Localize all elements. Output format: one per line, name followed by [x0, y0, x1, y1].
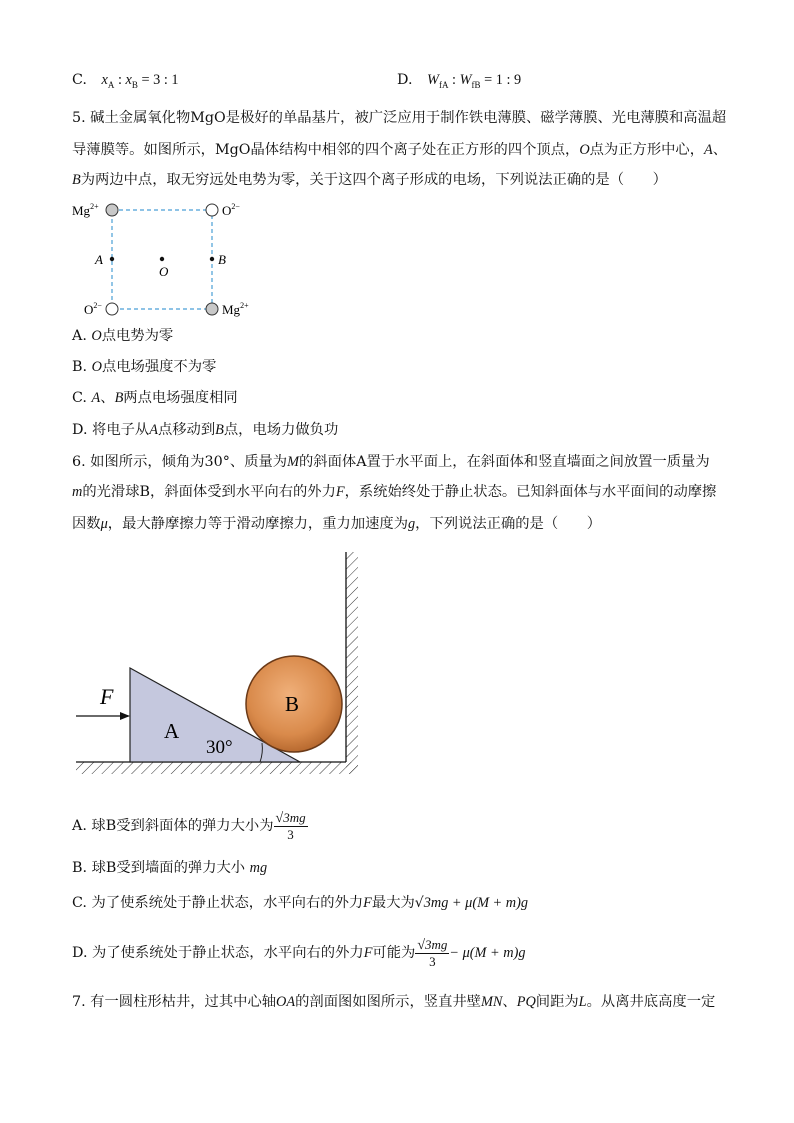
math-var: A [149, 422, 158, 438]
math-expression: 3mg + μ(M + m)g [423, 895, 529, 911]
math-denominator: 3 [429, 954, 436, 969]
q4-option-d [397, 70, 521, 95]
math-var: mg [249, 860, 268, 876]
label-o: O [159, 264, 169, 279]
math-var: A [91, 390, 101, 406]
text: 可能为 [372, 945, 416, 961]
text: 球B受到墙面的弹力大小 [91, 860, 246, 876]
math-var: μ [100, 516, 108, 532]
wedge-ball-figure [70, 548, 370, 780]
q5-option-a [72, 326, 173, 346]
text: 的光滑球B，斜面体受到水平向右的外力 [82, 484, 336, 500]
text: ，最大静摩擦力等于滑动摩擦力，重力加速度为 [107, 516, 409, 532]
option-label: C. [72, 72, 87, 88]
text: 为了使系统处于静止状态，水平向右的外力 [91, 895, 364, 911]
option-label: B. [72, 359, 88, 375]
math-var: F [335, 484, 345, 500]
option-label: D. [72, 945, 88, 961]
o-ion-bottom-left [106, 303, 118, 315]
label-a: A [95, 252, 103, 267]
text: 点为正方形中心， [589, 142, 705, 158]
math-numerator: 3mg [425, 937, 448, 952]
q7-stem-line-1 [72, 992, 715, 1012]
text: 间距为 [535, 994, 579, 1010]
option-label: D. [72, 422, 88, 438]
text: 点电场强度不为零 [101, 359, 217, 375]
point-b-dot [210, 257, 214, 261]
math-var: B [114, 390, 124, 406]
text: 的剖面图如图所示，竖直井壁 [295, 994, 481, 1010]
math-sep: : [448, 72, 460, 88]
text: 。从离井底高度一定 [586, 994, 716, 1010]
mg-top-label: $Mg^{2+}$ [72, 202, 99, 218]
text: ，下列说法正确的是（ ） [415, 516, 602, 532]
mgo-crystal-svg [70, 196, 270, 321]
text: 最大为 [371, 895, 415, 911]
math-var: L [578, 994, 587, 1010]
q6-option-a [72, 810, 308, 842]
math-var: m [72, 484, 83, 500]
math-denominator: 3 [287, 827, 294, 842]
math-var: g [408, 516, 416, 532]
q5-stem-line-2 [72, 140, 727, 160]
q6-stem-line-2 [72, 482, 716, 502]
text: 为了使系统处于静止状态，水平向右的外力 [92, 945, 364, 961]
math-var: A [704, 142, 713, 158]
math-sub: fB [471, 79, 481, 90]
mg-ion-bottom-right [206, 303, 218, 315]
text: 、 [100, 390, 115, 406]
text: 导薄膜等。如图所示，MgO晶体结构中相邻的四个离子处在正方形的四个顶点， [72, 142, 580, 158]
math-value: = 1 : 9 [480, 72, 522, 88]
math-var: W [427, 72, 439, 88]
label-f: F [100, 684, 114, 709]
math-var: O [91, 328, 102, 344]
q6-option-c: C. 为了使系统处于静止状态，水平向右的外力F最大为√3mg + μ(M + m)g [72, 895, 529, 911]
math-sep: : [114, 72, 126, 88]
q6-option-d [72, 937, 526, 969]
math-var: F [363, 945, 373, 961]
option-label: A. [72, 818, 87, 834]
math-sub: A [107, 79, 115, 90]
text: 6. 如图所示，倾角为30°、质量为 [72, 454, 288, 470]
math-var: B [72, 172, 81, 188]
math-var: OA [276, 994, 296, 1010]
math-var: x [101, 72, 108, 88]
mg-bottom-label: $Mg^{2+}$ [222, 301, 249, 317]
math-var: W [459, 72, 472, 88]
force-arrow-head [120, 712, 130, 720]
text: 两点电场强度相同 [123, 390, 238, 406]
math-numerator: 3mg [283, 810, 306, 825]
math-var: B [215, 422, 224, 438]
label-b: B [218, 252, 226, 267]
text: 球B受到斜面体的弹力大小为 [91, 818, 274, 834]
label-wedge-a: A [164, 719, 180, 743]
q5-option-b [72, 357, 216, 377]
point-o-dot [160, 257, 164, 261]
text: ，系统始终处于静止状态。已知斜面体与水平面间的动摩擦 [344, 484, 717, 500]
option-label: A. [72, 328, 87, 344]
o-bottom-label: $O^{2-}$ [84, 301, 102, 317]
text: 将电子从 [92, 422, 150, 438]
fraction: $\frac{√3mg}{3}$ [417, 937, 448, 969]
option-label: B. [72, 860, 88, 876]
math-value: = 3 : 1 [137, 72, 179, 88]
o-top-label: $O^{2-}$ [222, 202, 240, 218]
q6-stem-line-3 [72, 514, 601, 534]
mg-ion-top-left [106, 204, 118, 216]
q5-option-c [72, 388, 238, 408]
text: 为两边中点，取无穷远处电势为零，关于这四个离子形成的电场，下列说法正确的是（ ） [80, 172, 667, 188]
text: 、 [502, 994, 517, 1010]
q5-stem-line-3 [72, 170, 667, 190]
label-ball-b: B [285, 692, 300, 716]
math-sub: fA [438, 79, 449, 90]
mgo-crystal-figure [70, 196, 270, 321]
text: 、 [712, 142, 728, 158]
math-expression: − μ(M + m)g [449, 945, 526, 961]
math-var: F [363, 895, 372, 911]
math-var: x [125, 72, 132, 88]
q6-option-b [72, 858, 267, 878]
text: 因数 [72, 516, 101, 532]
q5-option-d [72, 420, 338, 440]
math-var: O [91, 359, 102, 375]
option-label: D. [397, 72, 413, 88]
math-var: O [579, 142, 590, 158]
wall-hatch [346, 552, 358, 774]
text: 点移动到 [157, 422, 216, 438]
math-var: PQ [516, 994, 536, 1010]
wedge-ball-svg [70, 548, 370, 780]
math-var: M [287, 454, 300, 470]
ground-hatch [76, 762, 358, 774]
q5-stem-line-1: 5. 碱土金属氧化物MgO是极好的单晶基片，被广泛应用于制作铁电薄膜、磁学薄膜、光电薄膜和高温超 [72, 110, 727, 126]
text: 的斜面体A置于水平面上，在斜面体和竖直墙面之间放置一质量为 [299, 454, 710, 470]
math-var: MN [480, 994, 503, 1010]
fraction: $\frac{√3mg}{3}$ [275, 810, 306, 842]
option-label: C. [72, 895, 87, 911]
math-sub: B [131, 79, 138, 90]
q4-option-c [72, 70, 179, 95]
text: 点，电场力做负功 [223, 422, 339, 438]
o-ion-top-right [206, 204, 218, 216]
point-a-dot [110, 257, 114, 261]
option-label: C. [72, 390, 87, 406]
text: 点电势为零 [101, 328, 174, 344]
q6-stem-line-1 [72, 452, 710, 472]
text: 7. 有一圆柱形枯井，过其中心轴 [72, 994, 277, 1010]
label-angle: 30° [206, 737, 233, 758]
